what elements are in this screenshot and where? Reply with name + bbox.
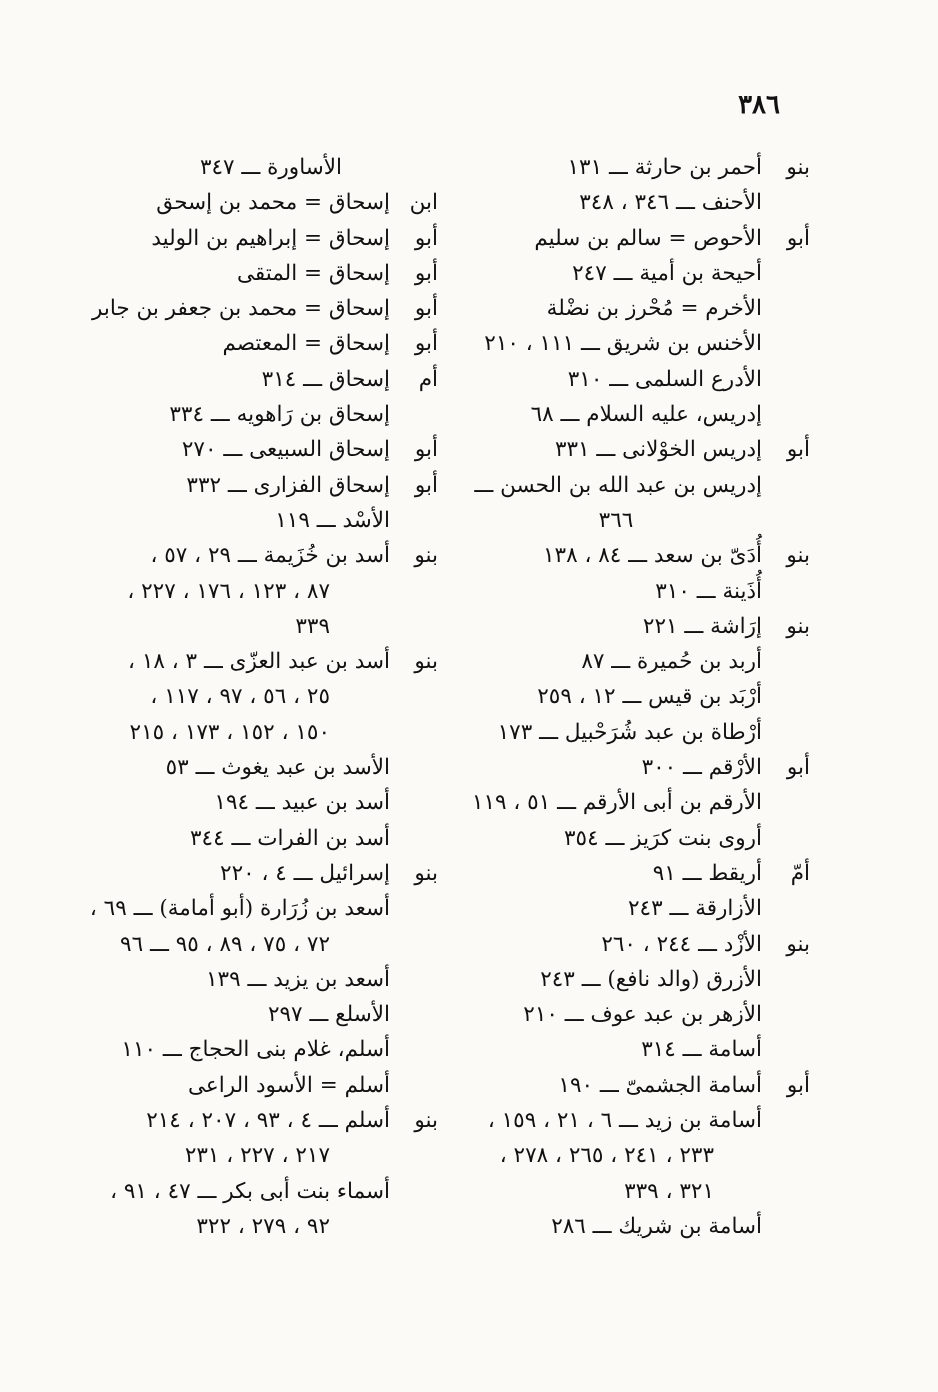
entry-text: إسرائيل ـــ ٤ ، ٢٢٠ <box>220 860 390 886</box>
index-entry <box>103 326 438 361</box>
entry-text: أسامة ـــ ٣١٤ <box>641 1037 762 1063</box>
entry-text: أسامة الجشمىّ ـــ ١٩٠ <box>558 1072 762 1098</box>
index-column-right <box>470 150 810 1244</box>
entry-prefix: أبو <box>414 437 438 463</box>
entry-prefix <box>390 609 438 644</box>
entry-text: ٧٢ ، ٧٥ ، ٨٩ ، ٩٥ ـــ ٩٦ <box>120 931 330 957</box>
entry-text: أرْبَد بن قيس ـــ ١٢ ، ٢٥٩ <box>537 684 762 710</box>
entry-prefix <box>762 1032 810 1067</box>
entry-prefix: بنو <box>786 543 810 569</box>
index-entry <box>470 927 810 962</box>
index-entry <box>470 609 810 644</box>
entry-text: ٣٣٩ <box>295 613 330 639</box>
entry-prefix <box>390 1209 438 1244</box>
entry-prefix <box>762 1174 810 1209</box>
index-entry <box>470 256 810 291</box>
entry-prefix <box>390 574 438 609</box>
entry-text: أسلم ـــ ٤ ، ٩٣ ، ٢٠٧ ، ٢١٤ <box>146 1108 390 1134</box>
index-entry <box>103 397 438 432</box>
index-entry <box>470 326 810 361</box>
entry-text: الأرْقم ـــ ٣٠٠ <box>641 755 762 781</box>
index-entry <box>103 750 438 785</box>
index-entry <box>470 468 810 503</box>
index-entry <box>470 1032 810 1067</box>
page-number: ٣٨٦ <box>738 90 780 120</box>
entry-prefix <box>390 1138 438 1173</box>
index-entry <box>470 397 810 432</box>
index-entry <box>103 644 438 679</box>
entry-text: ٢٣٣ ، ٢٤١ ، ٢٦٥ ، ٢٧٨ ، <box>499 1143 714 1169</box>
index-entry <box>470 185 810 220</box>
entry-text: أسد بن عبد العزّى ـــ ٣ ، ١٨ ، <box>128 649 390 675</box>
entry-text: الأزرق (والد نافع) ـــ ٢٤٣ <box>540 966 762 992</box>
index-entry <box>470 362 810 397</box>
index-entry <box>470 785 810 820</box>
entry-prefix <box>762 679 810 714</box>
index-entry <box>470 715 810 750</box>
index-entry <box>103 150 438 185</box>
entry-prefix: بنو <box>786 155 810 180</box>
entry-text: ١٥٠ ، ١٥٢ ، ١٧٣ ، ٢١٥ <box>129 719 330 745</box>
entry-text: إدريس، عليه السلام ـــ ٦٨ <box>530 402 762 428</box>
entry-text: الأسلع ـــ ٢٩٧ <box>267 1002 390 1028</box>
entry-text: ٨٧ ، ١٢٣ ، ١٧٦ ، ٢٢٧ ، <box>127 578 330 604</box>
entry-prefix <box>762 644 810 679</box>
entry-text: ٩٢ ، ٢٧٩ ، ٣٢٢ <box>196 1213 330 1239</box>
entry-prefix <box>390 785 438 820</box>
index-entry <box>103 432 438 467</box>
entry-prefix: أم <box>418 366 438 392</box>
entry-text: إدريس بن عبد الله بن الحسن ـــ <box>474 472 762 498</box>
index-entry <box>103 785 438 820</box>
index-entry <box>470 856 810 891</box>
index-entry <box>103 715 438 750</box>
index-entry <box>103 503 438 538</box>
entry-prefix <box>762 715 810 750</box>
entry-prefix <box>762 468 810 503</box>
index-entry <box>470 1209 810 1244</box>
entry-text: أسلم، غلام بنى الحجاج ـــ ١١٠ <box>121 1037 390 1063</box>
entry-prefix <box>390 962 438 997</box>
entry-text: الأرقم بن أبى الأرقم ـــ ٥١ ، ١١٩ <box>471 790 762 816</box>
index-entry <box>470 1068 810 1103</box>
entry-prefix <box>762 256 810 291</box>
entry-prefix <box>390 997 438 1032</box>
index-entry <box>470 538 810 573</box>
entry-text: أسعد بن زُرَارة (أبو أمامة) ـــ ٦٩ ، <box>89 896 390 922</box>
index-entry <box>470 962 810 997</box>
entry-prefix <box>390 891 438 926</box>
entry-text: أسد بن عبيد ـــ ١٩٤ <box>214 790 390 816</box>
entry-text: إسحاق = المتقى <box>236 260 390 286</box>
entry-prefix: ابن <box>409 190 438 216</box>
index-entry <box>103 1068 438 1103</box>
index-entry <box>103 1032 438 1067</box>
entry-prefix <box>762 1138 810 1173</box>
entry-prefix <box>762 891 810 926</box>
entry-text: الأخرم = مُحْرز بن نضْلة <box>546 296 762 322</box>
entry-text: إسحاق = إبراهيم بن الوليد <box>151 225 390 251</box>
entry-prefix <box>762 397 810 432</box>
entry-prefix <box>762 503 810 538</box>
index-entry <box>103 1174 438 1209</box>
entry-text: الأساورة ـــ ٣٤٧ <box>199 155 342 180</box>
entry-text: إسحاق الفزارى ـــ ٣٣٢ <box>186 472 390 498</box>
index-entry <box>470 1103 810 1138</box>
entry-text: أسامة بن شريك ـــ ٢٨٦ <box>551 1213 762 1239</box>
entry-text: إسحاق = المعتصم <box>222 331 390 357</box>
entry-text: أربد بن حُميرة ـــ ٨٧ <box>581 649 762 675</box>
index-entry <box>470 821 810 856</box>
entry-text: ٣٦٦ <box>598 507 634 533</box>
entry-text: أسعد بن يزيد ـــ ١٣٩ <box>205 966 390 992</box>
index-entry <box>103 1103 438 1138</box>
index-entry <box>103 856 438 891</box>
index-entry <box>470 432 810 467</box>
index-entry <box>103 538 438 573</box>
entry-prefix <box>390 750 438 785</box>
entry-prefix <box>390 150 438 185</box>
index-entry <box>103 821 438 856</box>
entry-text: الأحنف ـــ ٣٤٦ ، ٣٤٨ <box>579 190 762 216</box>
entry-prefix <box>762 291 810 326</box>
entry-prefix <box>762 574 810 609</box>
index-entry <box>470 503 810 538</box>
index-entry <box>103 574 438 609</box>
entry-prefix <box>762 185 810 220</box>
index-entry <box>470 1138 810 1173</box>
entry-text: ٢١٧ ، ٢٢٧ ، ٢٣١ <box>184 1143 330 1169</box>
entry-text: الأسد بن عبد يغوث ـــ ٥٣ <box>165 755 390 781</box>
entry-prefix <box>762 821 810 856</box>
index-entry <box>470 679 810 714</box>
index-entry <box>103 468 438 503</box>
index-entry <box>470 644 810 679</box>
entry-prefix: أمّ <box>790 860 810 886</box>
entry-text: الأخنس بن شريق ـــ ١١١ ، ٢١٠ <box>484 331 762 357</box>
entry-prefix <box>390 679 438 714</box>
entry-prefix <box>762 326 810 361</box>
entry-prefix <box>390 503 438 538</box>
entry-text: إدريس الخوْلانى ـــ ٣٣١ <box>554 437 762 463</box>
entry-text: ٣٢١ ، ٣٣٩ <box>624 1178 714 1204</box>
index-entry <box>103 256 438 291</box>
entry-text: أحمر بن حارثة ـــ ١٣١ <box>567 155 762 180</box>
entry-prefix: أبو <box>414 296 438 322</box>
entry-prefix: بنو <box>414 1108 438 1134</box>
entry-prefix <box>762 1103 810 1138</box>
entry-prefix <box>390 927 438 962</box>
entry-prefix: أبو <box>786 437 810 463</box>
index-entry <box>103 1138 438 1173</box>
entry-text: أريقط ـــ ٩١ <box>652 860 762 886</box>
entry-prefix: أبو <box>414 260 438 286</box>
entry-prefix <box>390 715 438 750</box>
entry-text: أُدَىّ بن سعد ـــ ٨٤ ، ١٣٨ <box>542 543 762 569</box>
entry-text: الأزارقة ـــ ٢٤٣ <box>628 896 762 922</box>
index-entry <box>89 891 438 926</box>
entry-text: الأزْد ـــ ٢٤٤ ، ٢٦٠ <box>601 931 762 957</box>
entry-text: إسحاق = محمد بن جعفر بن جابر <box>91 296 390 322</box>
entry-text: إرَاشة ـــ ٢٢١ <box>642 613 762 639</box>
entry-prefix <box>390 1032 438 1067</box>
index-entry <box>103 679 438 714</box>
index-entry <box>103 962 438 997</box>
index-entry <box>470 997 810 1032</box>
entry-text: الأزهر بن عبد عوف ـــ ٢١٠ <box>523 1002 762 1028</box>
entry-prefix: أبو <box>786 225 810 251</box>
entry-prefix <box>390 1174 438 1209</box>
entry-prefix: أبو <box>786 1072 810 1098</box>
entry-prefix <box>390 397 438 432</box>
entry-prefix <box>762 1209 810 1244</box>
index-entry <box>470 221 810 256</box>
entry-text: أسماء بنت أبى بكر ـــ ٤٧ ، ٩١ ، <box>110 1178 390 1204</box>
index-entry <box>103 927 438 962</box>
index-entry <box>91 291 438 326</box>
entry-prefix <box>762 997 810 1032</box>
entry-text: أرْطاة بن عبد شُرَحْبيل ـــ ١٧٣ <box>497 719 762 745</box>
entry-text: الأسْد ـــ ١١٩ <box>275 507 390 533</box>
entry-prefix: بنو <box>414 860 438 886</box>
entry-text: الأحوص = سالم بن سليم <box>534 225 762 251</box>
entry-text: أحيحة بن أمية ـــ ٢٤٧ <box>572 260 762 286</box>
index-entry <box>470 891 810 926</box>
entry-prefix: بنو <box>414 543 438 569</box>
entry-prefix <box>390 1068 438 1103</box>
entry-text: ٢٥ ، ٥٦ ، ٩٧ ، ١١٧ ، <box>150 684 330 710</box>
entry-prefix: بنو <box>414 649 438 675</box>
entry-prefix: أبو <box>414 225 438 251</box>
index-column-left <box>89 150 438 1244</box>
index-entry <box>103 609 438 644</box>
entry-prefix: أبو <box>414 472 438 498</box>
entry-text: إسحاق بن رَاهويه ـــ ٣٣٤ <box>169 402 390 428</box>
entry-text: أسامة بن زيد ـــ ٦ ، ٢١ ، ١٥٩ ، <box>487 1108 762 1134</box>
entry-text: أُذَينة ـــ ٣١٠ <box>655 578 762 604</box>
index-entry <box>103 185 438 220</box>
index-entry <box>103 362 438 397</box>
entry-prefix: بنو <box>786 931 810 957</box>
entry-prefix <box>762 785 810 820</box>
entry-prefix <box>762 362 810 397</box>
index-entry <box>470 574 810 609</box>
entry-prefix <box>762 962 810 997</box>
entry-text: أسد بن الفرات ـــ ٣٤٤ <box>190 825 390 851</box>
entry-text: الأدرع السلمى ـــ ٣١٠ <box>567 366 762 392</box>
index-entry <box>470 750 810 785</box>
entry-prefix: بنو <box>786 613 810 639</box>
entry-text: إسحاق = محمد بن إسحق <box>156 190 390 216</box>
index-entry <box>103 1209 438 1244</box>
index-entry <box>470 150 810 185</box>
entry-prefix <box>390 821 438 856</box>
index-entry <box>470 291 810 326</box>
index-entry <box>103 997 438 1032</box>
entry-prefix: أبو <box>414 331 438 357</box>
entry-text: أسلم = الأسود الراعى <box>188 1072 390 1098</box>
entry-text: إسحاق السبيعى ـــ ٢٧٠ <box>181 437 390 463</box>
index-entry <box>470 1174 810 1209</box>
index-entry <box>103 221 438 256</box>
entry-text: أسد بن خُزَيمة ـــ ٢٩ ، ٥٧ ، <box>150 543 390 569</box>
entry-text: أروى بنت كرَيز ـــ ٣٥٤ <box>564 825 762 851</box>
entry-prefix: أبو <box>786 755 810 781</box>
entry-text: إسحاق ـــ ٣١٤ <box>261 366 390 392</box>
